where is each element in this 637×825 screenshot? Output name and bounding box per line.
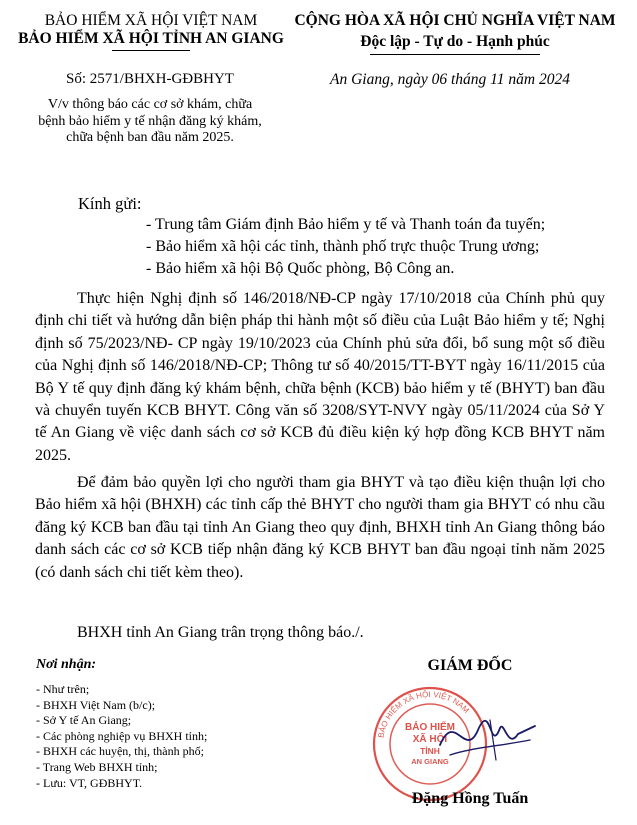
recipient-line: - Trung tâm Giám định Bảo hiểm y tế và Thanh toán đa tuyến; (146, 216, 546, 233)
stamp-text: XÃ HỘI (412, 734, 448, 745)
stamp-ring-text: BẢO HIỂM XÃ HỘI VIỆT NAM (376, 689, 471, 739)
recipients-list (36, 682, 296, 791)
greeting-recipients (146, 214, 626, 280)
document-date: An Giang, ngày 06 tháng 11 năm 2024 (330, 71, 570, 88)
stamp-text: TỈNH (420, 746, 440, 756)
handwritten-signature (430, 700, 540, 780)
subject-line: bệnh bảo hiểm y tế nhận đăng ký khám, (38, 113, 262, 129)
list-item: - BHXH các huyện, thị, thành phố; (36, 744, 204, 759)
issuing-agency-sub: BẢO HIỂM XÃ HỘI TỈNH AN GIANG (18, 30, 284, 47)
signer-name: Đặng Hồng Tuấn (411, 790, 529, 807)
list-item: - BHXH Việt Nam (b/c); (36, 697, 156, 712)
stamp-text: AN GIANG (411, 757, 449, 766)
national-motto: Độc lập - Tự do - Hạnh phúc (360, 33, 550, 50)
subject-line: V/v thông báo các cơ sở khám, chữa (47, 97, 253, 112)
body-paragraph-1: Thực hiện Nghị định số 146/2018/NĐ-CP ngày 17/10/2018 của Chính phủ quy định chi tiết và hướng dẫn biện pháp thi hành một số điều của Luật Bảo hiểm y tế; Nghị định số 75/2023/NĐ- CP ngày 19/10/2023 của Chính phủ sửa đổi, bổ sung một số điều của Nghị định số 146/2018/NĐ-CP; Thông tư số 40/2015/TT-BYT ngày 16/11/2015 của Bộ Y tế quy định đăng ký khám bệnh, chữa bệnh (KCB) bảo hiểm y tế (BHYT) ban đầu và chuyển tuyến KCB BHYT. Công văn số 3208/SYT-NVY ngày 05/11/2024 của Sở Y tế An Giang về việc danh sách cơ sở KCB đủ điều kiện ký hợp đồng KCB BHYT năm 2025. (35, 290, 605, 464)
closing-line: BHXH tỉnh An Giang trân trọng thông báo./. (77, 624, 364, 641)
subject-line: chữa bệnh ban đầu năm 2025. (66, 130, 234, 145)
list-item: - Sở Y tế An Giang; (36, 713, 132, 728)
recipient-line: - Bảo hiểm xã hội Bộ Quốc phòng, Bộ Công an. (146, 260, 455, 277)
left-underline (112, 50, 190, 51)
list-item: - Trang Web BHXH tỉnh; (36, 759, 158, 774)
recipients-title: Nơi nhận: (36, 657, 97, 672)
list-item: - Các phòng nghiệp vụ BHXH tỉnh; (36, 728, 208, 743)
recipient-line: - Bảo hiểm xã hội các tỉnh, thành phố trực thuộc Trung ương; (146, 238, 540, 255)
issuing-agency: BẢO HIỂM XÃ HỘI VIỆT NAM (44, 12, 258, 29)
body-paragraph-2: Để đảm bảo quyền lợi cho người tham gia BHYT và tạo điều kiện thuận lợi cho Bảo hiểm xã hội (BHXH) các tỉnh cấp thẻ BHYT cho người tham gia BHYT có nhu cầu đăng ký KCB ban đầu tại tỉnh An Giang theo quy định, BHXH tỉnh An Giang thông báo danh sách các cơ sở KCB tiếp nhận đăng ký KCB BHYT ban đầu ngoại tỉnh năm 2025 (có danh sách chi tiết kèm theo). (35, 474, 605, 581)
document-number: Số: 2571/BHXH-GĐBHYT (66, 71, 234, 87)
right-underline (370, 54, 540, 55)
national-title: CỘNG HÒA XÃ HỘI CHỦ NGHĨA VIỆT NAM (294, 12, 616, 29)
document-subject (10, 97, 290, 147)
greeting-label: Kính gửi: (78, 194, 142, 213)
stamp-text: BẢO HIỂM (405, 722, 455, 733)
list-item: - Lưu: VT, GĐBHYT. (36, 775, 143, 790)
signer-title: GIÁM ĐỐC (427, 657, 513, 674)
list-item: - Như trên; (36, 682, 90, 696)
